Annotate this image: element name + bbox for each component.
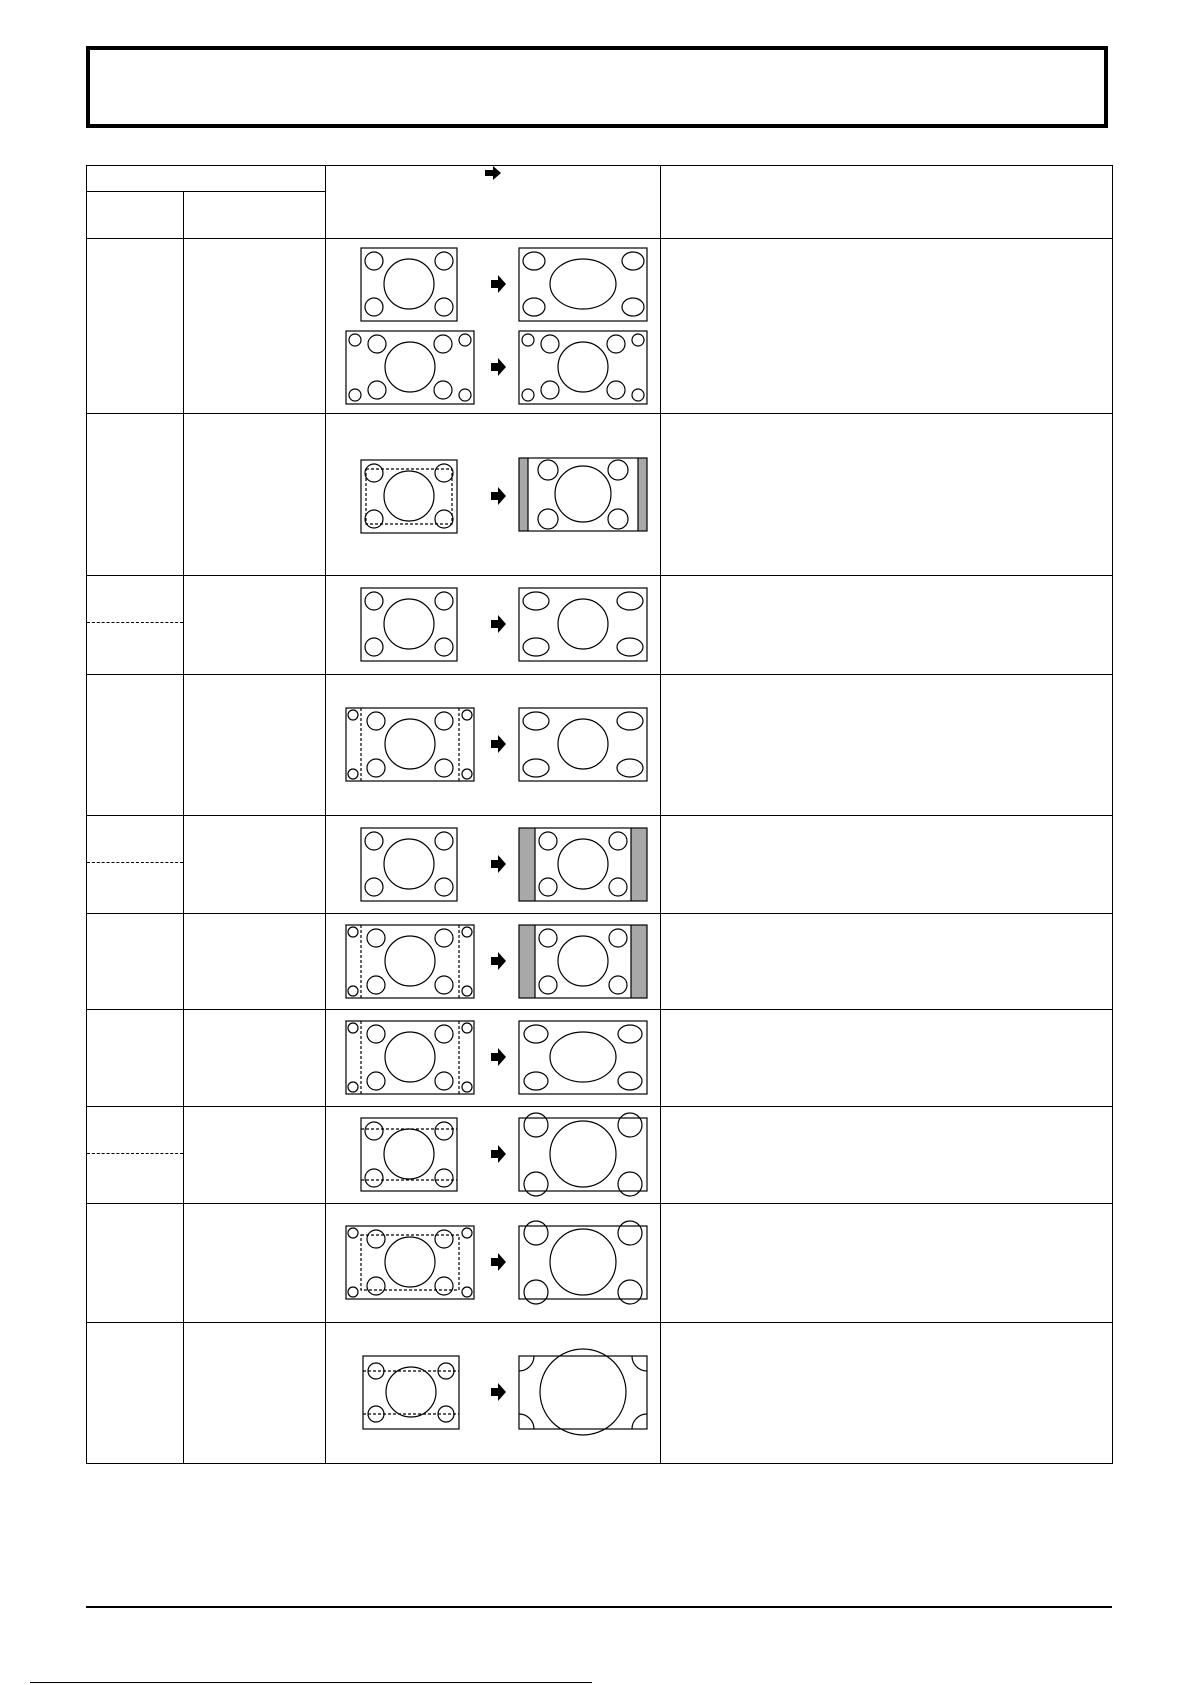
mode-cell [87, 914, 184, 1010]
header-mode-group [87, 166, 326, 192]
dashed-divider [87, 622, 183, 623]
screen-diagram-icon [326, 1204, 661, 1322]
mode-cell [87, 1010, 184, 1107]
screen-diagram-icon [326, 414, 661, 575]
screen-diagram-icon [326, 1107, 661, 1203]
sub-mode-cell [184, 675, 326, 816]
mode-cell [87, 1107, 184, 1204]
title-box [86, 46, 1108, 128]
table-row [87, 1010, 1113, 1107]
sub-mode-cell [184, 1204, 326, 1323]
picture-cell [326, 816, 661, 914]
sub-mode-cell [184, 414, 326, 576]
dashed-divider [87, 862, 183, 863]
table-row [87, 914, 1113, 1010]
picture-cell [326, 914, 661, 1010]
footer-rule [86, 1606, 1112, 1608]
table-row [87, 239, 1113, 414]
mode-cell [87, 576, 184, 675]
picture-cell [326, 1204, 661, 1323]
sub-mode-cell [184, 1107, 326, 1204]
screen-diagram-icon [326, 914, 661, 1009]
header-mode-sub-1 [87, 192, 184, 239]
sub-mode-cell [184, 816, 326, 914]
table-row [87, 1204, 1113, 1323]
table-row [87, 576, 1113, 675]
table-row [87, 414, 1113, 576]
bottom-rule [30, 1682, 592, 1683]
table-row [87, 1323, 1113, 1464]
table-row [87, 816, 1113, 914]
description-cell [661, 414, 1113, 576]
picture-cell [326, 414, 661, 576]
dashed-divider [87, 1153, 183, 1154]
picture-cell [326, 1323, 661, 1464]
table-row [87, 1107, 1113, 1204]
description-cell [661, 1204, 1113, 1323]
picture-cell [326, 1010, 661, 1107]
description-cell [661, 1010, 1113, 1107]
description-cell [661, 816, 1113, 914]
sub-mode-cell [184, 239, 326, 414]
right-arrow-icon [485, 166, 501, 180]
description-cell [661, 576, 1113, 675]
mode-cell [87, 675, 184, 816]
sub-mode-cell [184, 1010, 326, 1107]
mode-cell [87, 239, 184, 414]
sub-mode-cell [184, 1323, 326, 1464]
screen-diagram-icon [326, 1323, 661, 1463]
description-cell [661, 1107, 1113, 1204]
screen-diagram-icon [326, 239, 661, 413]
description-cell [661, 675, 1113, 816]
description-cell [661, 1323, 1113, 1464]
header-mode-sub-2 [184, 192, 326, 239]
aspect-mode-table [86, 165, 1113, 1464]
mode-cell [87, 816, 184, 914]
table-row [87, 675, 1113, 816]
sub-mode-cell [184, 576, 326, 675]
mode-cell [87, 1204, 184, 1323]
mode-cell [87, 414, 184, 576]
header-picture [326, 166, 661, 239]
sub-mode-cell [184, 914, 326, 1010]
screen-diagram-icon [326, 1010, 661, 1106]
header-description [661, 166, 1113, 239]
picture-cell [326, 675, 661, 816]
description-cell [661, 239, 1113, 414]
picture-cell [326, 576, 661, 675]
screen-diagram-icon [326, 675, 661, 815]
screen-diagram-icon [326, 816, 661, 913]
picture-cell [326, 239, 661, 414]
picture-cell [326, 1107, 661, 1204]
mode-cell [87, 1323, 184, 1464]
description-cell [661, 914, 1113, 1010]
screen-diagram-icon [326, 576, 661, 674]
